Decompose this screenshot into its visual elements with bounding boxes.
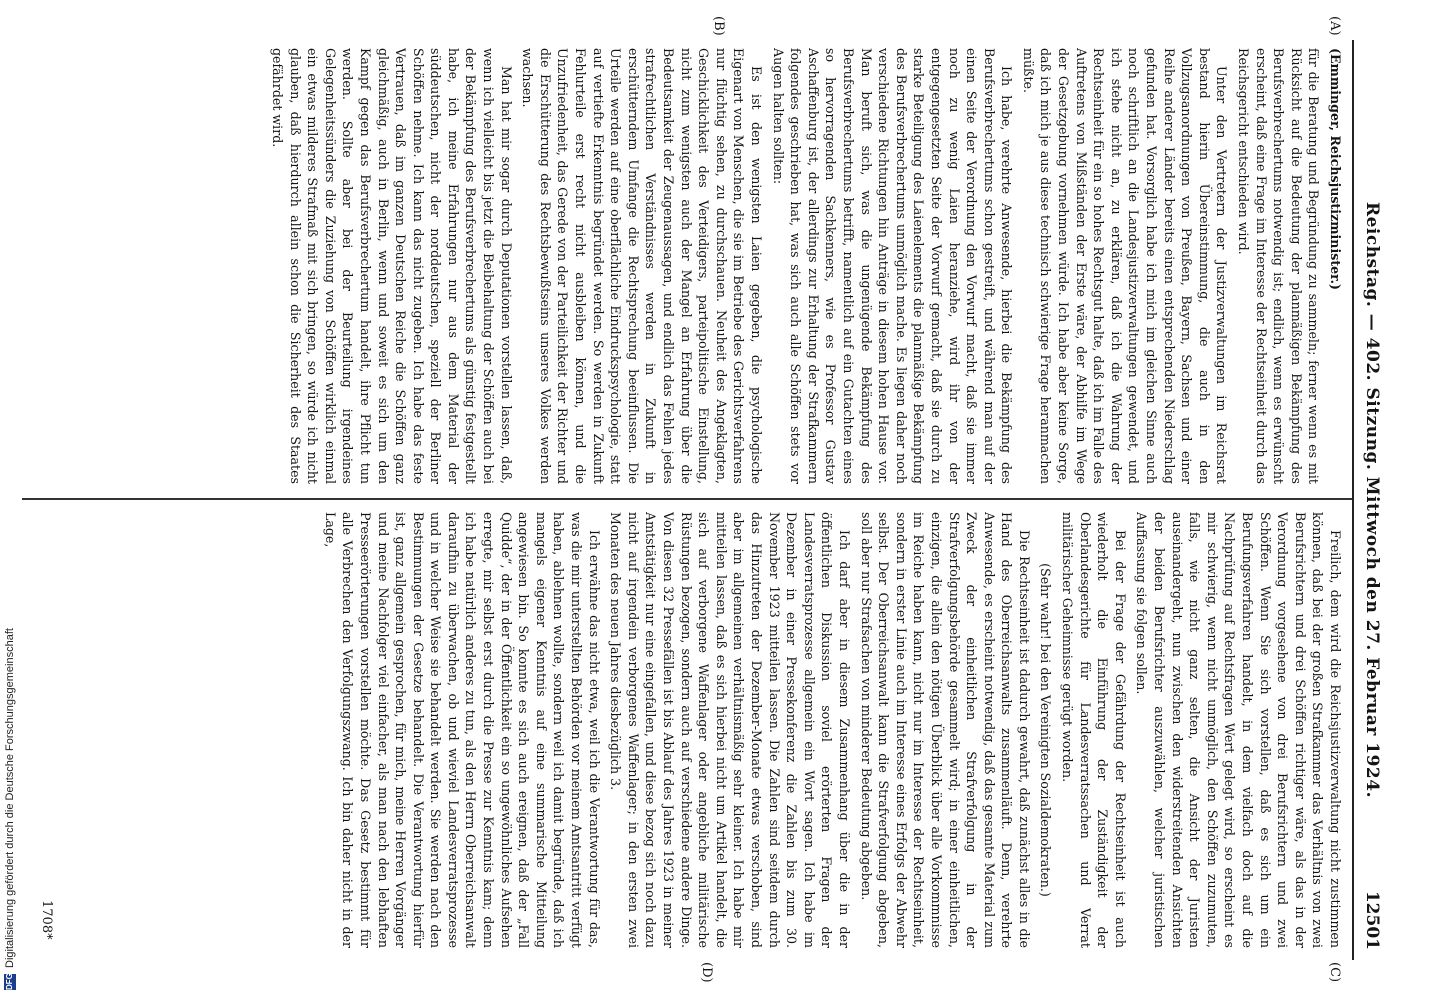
header-rule [1352, 40, 1354, 960]
paragraph: Die Rechtseinheit ist dadurch gewahrt, daß zunächst alles in die Hand des Oberreichsanwalts zusammenläuft. Denn, verehrte Anwesende, es erscheint notwendig, daß das gesamte Material zum Zweck der einheitlichen Strafverfolgung in der Strafverfolgungsbehörde gesammelt wird; in einer einheitlichen, einzigen, die allein den nötigen Überblick über alle Vorkommnisse im Reiche haben kann, nicht nur im Interesse der Rechtseinheit, sondern in erster Linie auch im Interesse eines Erfolgs der Abwehr selbst. Der Oberreichsanwalt kann die Strafverfolgung abgeben, soll aber nur Strafsachen von minderer Bedeutung abgeben. [858, 512, 1032, 948]
paragraph: Bei der Frage der Gefährdung der Rechtseinheit ist auch wiederholt die Einführung der Zuständigkeit der Oberlandesgerichte für Landesverratssachen und Verrat militärischer Geheimnisse gerügt worden. [1060, 512, 1128, 948]
running-title: Reichstag. — 402. Sitzung. Mittwoch den 27. Februar 1924. [1362, 201, 1382, 799]
signature-mark: 1708* [39, 900, 54, 940]
digitization-credit [4, 560, 20, 990]
dfg-logo-icon: DFG [5, 973, 15, 990]
speaker-label: (Emminger, Reichsjustizminister.) [1328, 48, 1343, 290]
paragraph: für die Beratung und Begründung zu sammeln; ferner wenn es mit Rücksicht auf die Bedeutung der planmäßigen Bekämpfung des Berufsverbrechertums notwendig ist; endlich, wenn es erwünscht erscheint, daß eine Frage im Interesse der Rechtseinheit durch das Reichsgericht entschieden wird. [1236, 48, 1322, 484]
margin-marker-b: (B) [711, 16, 726, 36]
paragraph: Freilich, dem wird die Reichsjustizverwaltung nicht zustimmen können, daß bei der großen Strafkammer das Verhältnis von zwei Berufsrichtern und drei Schöffen richtiger wäre, als das in der Verordnung vorgesehene von drei Berufsrichtern und zwei Schöffen. Wenn Sie sich vorstellen, daß es sich um ein Berufungsverfahren handelt, in dem vielfach doch auf die Nachprüfung auf Rechtsfragen Wert gelegt wird, so erscheint es mir schwierig, wenn nicht unmöglich, den Schöffen zuzumuten, falls, wie nicht ganz selten, die Ansicht der Juristen auseinandergeht, nun zwischen den widerstreitenden Ansichten der beiden Berufsrichter auszuwählen, welcher juristischen Auffassung sie folgen sollen. [1134, 512, 1343, 948]
paragraph: Man hat mir sogar durch Deputationen vorstellen lassen, daß, wenn ich vielleicht bis jetzt die Beibehaltung der Schöffen auch bei der Bekämpfung des Berufsverbrechertums als günstig festgestellt habe, ich meine Erfahrungen nur aus dem Material der süddeutschen, nicht der norddeutschen, speziell der Berliner Schöffen nehme. Ich kann das nicht zugeben. Ich habe das feste Vertrauen, daß im ganzen Deutschen Reiche die Schöffen ganz gleichmäßig, auch in Berlin, wenn und soweit es sich um den Kampf gegen das Berufsverbrechertum handelt, ihre Pflicht tun werden. Sollte aber bei der Beurteilung irgendeines Gelegenheitssünders die Zuziehung von Schöffen wirklich einmal ein etwas milderes Strafmaß mit sich bringen, so würde ich nicht glauben, daß hierdurch allein schon die Sicherheit des Staates gefährdet wird. [269, 48, 514, 484]
interjection: (Sehr wahr! bei den Vereinigten Sozialdemokraten.) [1038, 563, 1054, 897]
margin-marker-c: (C) [1327, 962, 1342, 983]
paragraph: Ich erwähne das nicht etwa, weil ich die Verantwortung für das, was die mir unterstellten Behörden vor meinem Amtsantritt verfügt haben, ablehnen wollte, sondern weil ich damit begründe, daß ich mangels eigener Kenntnis auf eine summarische Mitteilung angewiesen bin. So konnte es sich auch ereignen, daß der „Fall Quidde“, der in der Öffentlichkeit ein so ungewöhnliches Aufsehen erregte, mir selbst erst durch die Presse zur Kenntnis kam; denn ich habe natürlich anderes zu tun, als den Herrn Oberreichsanwalt daraufhin zu überwachen, ob und wieviel Landesverratsprozesse und in welcher Weise sie behandelt werden. Sie werden nach den Bestimmungen der Gesetze behandelt. Die Verantwortung hierfür ist, ganz allgemein gesprochen, für mich, meine Herren Vorgänger und meine Nachfolger viel einfacher, als man nach den lebhaften Presseerörterungen vorstellen möchte. Das Gesetz bestimmt für alle Verbrechen den Verfolgungszwang. Ich bin daher nicht in der Lage, [322, 512, 602, 948]
quotation: Es ist den wenigsten Laien gegeben, die psychologische Eigenart von Menschen, die sie im Betriebe des Gerichtsverfahrens nur flüchtig sehen, zu durchschauen. Neuheit des Angeklagten, Geschicklichkeit des Verteidigers, parteipolitische Einstellung, nicht zum wenigsten auch der Mangel an Erfahrung über die Bedeutsamkeit der Zeugenaussagen, und endlich das Fehlen jedes strafrechtlichen Verständnisses werden in Zukunft in erschütterndem Umfange die Rechtsprechung beeinflussen. Die Urteile werden auf eine oberflächliche Eindruckspsychologie, statt auf vertiefte Erkenntnis begründet werden. So werden in Zukunft Fehlurteile erst recht nicht ausbleiben können, und die Unzufriedenheit, das Gerede von der Parteilichkeit der Richter und die Erschütterung des Rechtsbewußtseins unseres Volkes werden wachsen. [520, 48, 764, 484]
paragraph: Ich darf aber in diesem Zusammenhang über die in der öffentlichen Diskussion soviel erörterten Fragen der Landesverratsprozesse allgemein ein Wort sagen. Ich habe im Dezember in einer Pressekonferenz die Zahlen bis zum 30. November 1923 mitteilen lassen. Die Zahlen sind seitdem durch das Hinzutreten der Dezember-Monate etwas verschoben, sind aber im allgemeinen verhältnismäßig sehr kleiner. Ich habe mir mitteilen lassen, daß es sich hierbei nicht um Artikel handelt, die sich auf verborgene Waffenlager oder angebliche militärische Rüstungen bezogen, sondern auch auf verschiedene andere Dinge. Von diesen 32 Pressefällen ist bis Ablauf des Jahres 1923 in meiner Amtstätigkeit nur eine eingefallen, und diese bezog sich noch dazu nicht auf irgendein verborgenes Waffenlager; in den ersten zwei Monaten des neuen Jahres diesbezüglich 3. [608, 512, 852, 948]
page-number: 12501 [1362, 890, 1382, 950]
margin-marker-a: (A) [1327, 16, 1342, 36]
credit-line [4, 628, 16, 990]
column-divider [22, 498, 1352, 500]
page-header [1356, 30, 1382, 970]
credit-text: Digitalisierung gefördert durch die Deutsche Forschungsgemeinschaft [4, 628, 16, 968]
margin-marker-d: (D) [699, 962, 714, 983]
paragraph: Ich habe, verehrte Anwesende, hierbei die Bekämpfung des Berufsverbrechertums schon gestreift, und während man auf der einen Seite der Verordnung den Vorwurf macht, daß sie immer noch zu wenig Laien heranziehe, wird ihr von der entgegengesetzten Seite der Vorwurf gemacht, daß sie durch zu starke Beteiligung des Laienelements die planmäßige Bekämpfung des Berufsverbrechertums unmöglich mache. Es liegen daher noch verschiedene Richtungen hin Anträge in diesem hohen Hause vor. Man beruft sich, was die ungenügende Bekämpfung des Berufsverbrechertums betrifft, namentlich auf ein Gutachten eines so hervorragenden Sachkenners, wie es Professor Gustav Aschaffenburg ist, der allerdings zur Erhaltung der Strafkammern folgendes geschrieben hat, was sich auch alle Schöffen stets vor Augen halten sollten: [770, 48, 1015, 484]
right-column [30, 512, 1344, 948]
left-column [30, 48, 1344, 484]
paragraph: Unter den Vertretern der Justizverwaltungen im Reichsrat bestand hierin Übereinstimmung, die auch in den Vollzugsanordnungen von Preußen, Bayern, Sachsen und einer Reihe anderer Länder bereits einen entsprechenden Niederschlag gefunden hat. Vorsorglich habe ich mich im gleichen Sinne auch noch schriftlich an die Landesjustizverwaltungen gewendet, und ich stehe nicht an, zu erklären, daß ich die Wahrung der Rechtseinheit für ein so hohes Rechtsgut halte, daß ich im Falle des Auftretens von Mißständen der Erste wäre, der Abhilfe im Wege der Gesetzgebung vornehmen würde. Ich habe aber keine Sorge, daß ich mich je aus diese technisch schwierige Frage heranmachen müßte. [1020, 48, 1230, 484]
